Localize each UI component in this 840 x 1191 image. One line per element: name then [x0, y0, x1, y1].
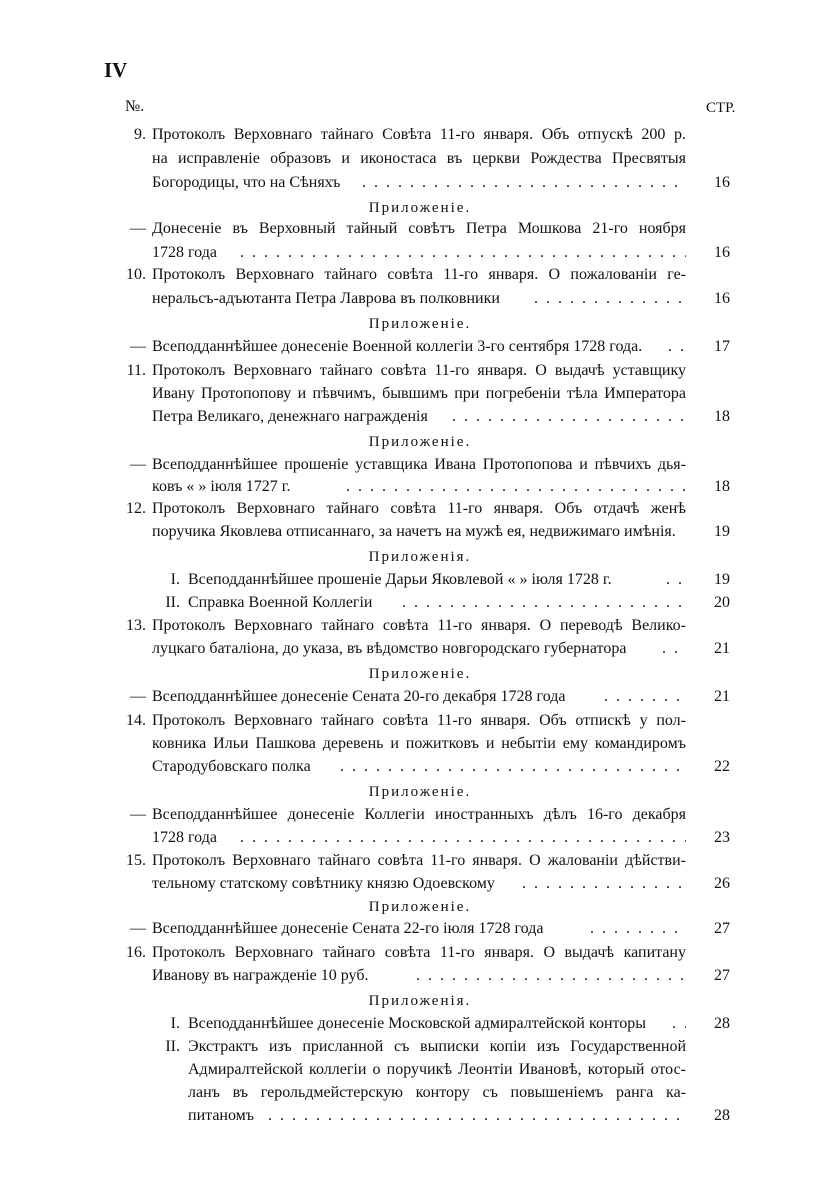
entry-text: Всеподданнѣйшее донесеніе Сената 20-го декабря 1728 года	[152, 688, 566, 705]
leader-dots	[346, 476, 686, 498]
entry-text: ковника Ильи Пашкова деревень и пожитковъ и небытіи ему командиромъ	[152, 735, 686, 752]
leader-dots	[362, 172, 686, 194]
entry-number: 13.	[126, 617, 146, 634]
entry-number: —	[130, 688, 146, 705]
entry-text: Протоколъ Верховнаго тайнаго совѣта 11-го января. О выдачѣ капитану	[152, 944, 686, 961]
leader-dots	[668, 336, 686, 358]
entry-number: —	[130, 806, 146, 823]
entry-number: II.	[165, 1038, 180, 1055]
entry-text: Иванову въ награжденіе 10 руб.	[152, 967, 369, 984]
page-ref: 20	[714, 594, 730, 611]
entry-number: 12.	[126, 500, 146, 517]
appendix-heading: Приложенія.	[368, 549, 472, 565]
leader-dots	[240, 827, 686, 849]
entry-text: Протоколъ Верховнаго тайнаго совѣта 11-го января. О пожалованіи ге-	[152, 266, 686, 283]
entry-number: 9.	[134, 126, 146, 143]
entry-text: Протоколъ Верховнаго тайнаго совѣта 11-го января. Объ отдачѣ женѣ	[152, 500, 686, 517]
entry-text: Всеподданнѣйшее донесеніе Коллегіи иностранныхъ дѣлъ 16-го декабря	[152, 806, 686, 823]
appendix-heading: Приложеніе.	[368, 200, 472, 216]
entry-text: 1728 года	[152, 829, 217, 846]
entry-text: Всеподданнѣйшее донесеніе Военной коллегіи 3-го сентября 1728 года.	[152, 338, 643, 355]
entry-text: Петра Великаго, денежнаго награжденія	[152, 408, 428, 425]
entry-number: 16.	[126, 944, 146, 961]
entry-text: Ивану Протопопову и пѣвчимъ, бывшимъ при погребеніи тѣла Императора	[152, 385, 686, 402]
leader-dots	[402, 592, 686, 614]
leader-dots	[672, 1013, 686, 1035]
column-number-header: №.	[125, 98, 145, 115]
leader-dots	[416, 965, 686, 987]
appendix-heading: Приложеніе.	[368, 434, 472, 450]
entry-text: Стародубовскаго полка	[152, 758, 311, 775]
leader-dots	[452, 406, 686, 428]
entry-text: неральсъ-адъютанта Петра Лаврова въ полковники	[152, 290, 500, 307]
entry-text: поручика Яковлева отписаннаго, за начетъ на мужѣ ея, недвижимаго имѣнія.	[152, 523, 676, 540]
column-page-header: СТР.	[706, 100, 736, 116]
entry-text: Донесеніе въ Верховный тайный совѣтъ Петра Мошкова 21-го ноября	[152, 220, 686, 237]
page-ref: 28	[714, 1107, 730, 1124]
page-ref: 19	[714, 523, 730, 540]
entry-number: I.	[170, 1015, 180, 1032]
leader-dots	[240, 242, 686, 264]
entry-number: I.	[170, 571, 180, 588]
page-ref: 16	[714, 244, 730, 261]
page-number: IV	[104, 58, 128, 82]
page-ref: 23	[714, 829, 730, 846]
page-ref: 16	[714, 290, 730, 307]
page-ref: 18	[714, 408, 730, 425]
entry-text: Адмиралтейской коллегіи о поручикѣ Леонтіи Ивановѣ, который отос-	[188, 1061, 686, 1078]
entry-text: Справка Военной Коллегіи	[188, 594, 373, 611]
entry-text: на исправленіе образовъ и иконостаса въ церкви Рождества Пресвятыя	[152, 150, 686, 167]
entry-number: II.	[165, 594, 180, 611]
entry-number: —	[130, 456, 146, 473]
page-ref: 19	[714, 571, 730, 588]
entry-number: 10.	[126, 266, 146, 283]
entry-text: ланъ въ герольдмейстерскую контору съ повышеніемъ ранга ка-	[188, 1084, 686, 1101]
entry-text: Всеподданнѣйшее прошеніе Дарьи Яковлевой « » іюля 1728 г.	[188, 571, 612, 588]
entry-number: 14.	[126, 712, 146, 729]
entry-number: 11.	[126, 362, 146, 379]
appendix-heading: Приложеніе.	[368, 316, 472, 332]
page-ref: 17	[714, 338, 730, 355]
page-ref: 27	[714, 920, 730, 937]
appendix-heading: Приложеніе.	[368, 666, 472, 682]
leader-dots	[590, 918, 686, 940]
entry-number: 15.	[126, 852, 146, 869]
entry-text: ковъ « » іюля 1727 г.	[152, 478, 291, 495]
leader-dots	[662, 638, 686, 660]
leader-dots	[340, 756, 686, 778]
page-ref: 21	[714, 688, 730, 705]
page-ref: 28	[714, 1015, 730, 1032]
leader-dots	[268, 1105, 686, 1127]
entry-text: Протоколъ Верховнаго тайнаго совѣта 11-го января. О переводѣ Велико-	[152, 617, 686, 634]
leader-dots	[522, 873, 686, 895]
entry-number: —	[130, 920, 146, 937]
page-ref: 22	[714, 758, 730, 775]
leader-dots	[666, 569, 686, 591]
entry-text: Протоколъ Верховнаго тайнаго совѣта 11-го января. Объ отпискѣ у пол-	[152, 712, 686, 729]
page-ref: 26	[714, 875, 730, 892]
entry-text: 1728 года	[152, 244, 217, 261]
entry-text: Всеподданнѣйшее прошеніе уставщика Ивана Протопопова и пѣвчихъ дья-	[152, 456, 686, 473]
entry-number: —	[130, 338, 146, 355]
appendix-heading: Приложеніе.	[368, 784, 472, 800]
entry-number: —	[130, 220, 146, 237]
page-ref: 21	[714, 640, 730, 657]
appendix-heading: Приложенія.	[368, 993, 472, 1009]
appendix-heading: Приложеніе.	[368, 899, 472, 915]
page-ref: 16	[714, 174, 730, 191]
entry-text: Протоколъ Верховнаго тайнаго Совѣта 11-го января. Объ отпускѣ 200 р.	[152, 126, 686, 143]
entry-text: Богородицы, что на Сѣняхъ	[152, 174, 341, 191]
entry-text: Всеподданнѣйшее донесеніе Сената 22-го іюля 1728 года	[152, 920, 544, 937]
entry-text: луцкаго баталіона, до указа, въ вѣдомство новгородскаго губернатора	[152, 640, 627, 657]
leader-dots	[534, 288, 686, 310]
entry-text: Протоколъ Верховнаго тайнаго совѣта 11-го января. О жалованіи дѣйстви-	[152, 852, 686, 869]
leader-dots	[604, 686, 686, 708]
entry-text: питаномъ	[188, 1107, 255, 1124]
entry-text: Экстрактъ изъ присланной съ выписки копіи изъ Государственной	[188, 1038, 686, 1055]
page-ref: 27	[714, 967, 730, 984]
entry-text: Всеподданнѣйшее донесеніе Московской адмиралтейской конторы	[188, 1015, 647, 1032]
page-ref: 18	[714, 478, 730, 495]
entry-text: тельному статскому совѣтнику князю Одоевскому	[152, 875, 495, 892]
entry-text: Протоколъ Верховнаго тайнаго совѣта 11-го января. О выдачѣ уставщику	[152, 362, 686, 379]
